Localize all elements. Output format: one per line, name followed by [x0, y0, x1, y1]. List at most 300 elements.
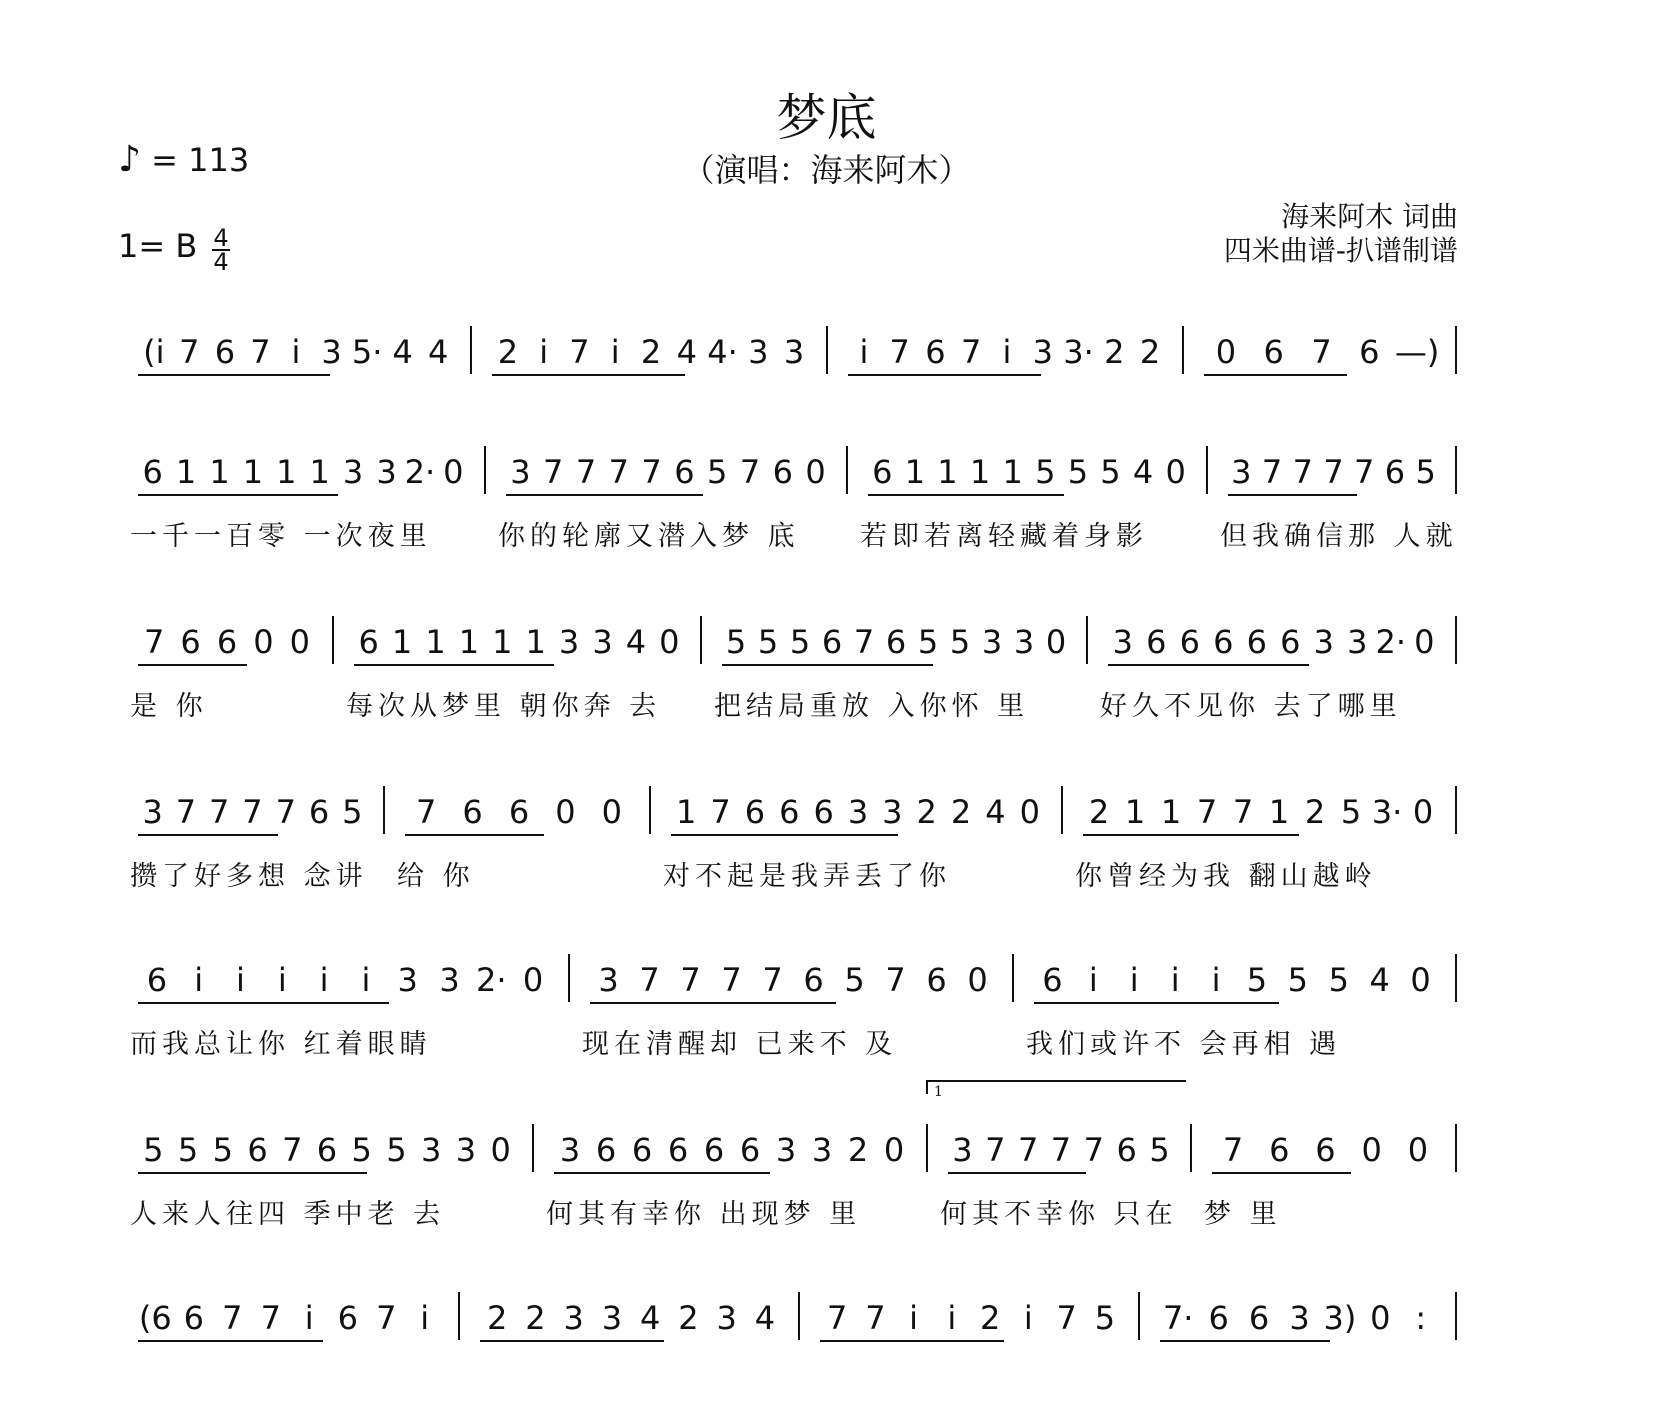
note: 3 — [748, 333, 769, 371]
note: 4 — [676, 333, 697, 371]
note: 2 — [950, 793, 972, 831]
note: i — [304, 1299, 314, 1337]
note: 6 — [667, 1131, 689, 1169]
note: 7 — [1017, 1131, 1039, 1169]
note: 0 — [490, 1131, 511, 1169]
note: 5 — [177, 1131, 199, 1169]
beam-line — [1160, 1340, 1330, 1342]
note: 3 — [397, 961, 418, 999]
lyric-text: 若即若离轻藏着身影 — [860, 521, 1148, 552]
note: 7 — [1083, 1131, 1105, 1169]
barline — [1455, 446, 1457, 494]
note: 7 — [260, 1299, 281, 1337]
beam-line — [868, 494, 1064, 496]
note: 3) — [1323, 1299, 1357, 1337]
note: 6 — [1248, 1299, 1270, 1337]
note: 6 — [508, 793, 530, 831]
beam-line — [590, 1002, 836, 1004]
note: 0 — [1412, 793, 1434, 831]
note: 1 — [937, 453, 958, 491]
barline — [332, 616, 334, 664]
note: 5 — [342, 793, 363, 831]
note: i — [1170, 961, 1180, 999]
beam-line — [848, 374, 1041, 376]
note: 7 — [961, 333, 982, 371]
note: 6 — [744, 793, 766, 831]
note: 2 — [916, 793, 937, 831]
note: i — [236, 961, 245, 999]
barline — [1455, 1124, 1457, 1172]
beam-line — [554, 1172, 770, 1174]
note: 6 — [462, 793, 483, 831]
note: 5 — [789, 623, 811, 661]
note: 3· — [1063, 333, 1094, 371]
time-signature-top: 4 — [213, 224, 229, 252]
lyric-text: 你的轮廓又潜入梦 底 — [498, 521, 800, 552]
note: 7 — [680, 961, 701, 999]
note: 6 — [358, 623, 379, 661]
note: 6 — [1042, 961, 1063, 999]
note: 7 — [853, 623, 875, 661]
note: 7 — [710, 793, 731, 831]
note: i — [539, 333, 549, 371]
note: 0 — [805, 453, 826, 491]
note: 5 — [1094, 1299, 1116, 1337]
note: 0 — [1370, 1299, 1391, 1337]
note: 2 — [1088, 793, 1110, 831]
note: i — [420, 1299, 430, 1337]
note: 1 — [525, 623, 546, 661]
note: 6 — [1146, 623, 1167, 661]
note: 7 — [739, 453, 761, 491]
note: 2· — [1375, 623, 1407, 661]
note: 6 — [739, 1131, 761, 1169]
note: 4 — [639, 1299, 661, 1337]
note: 3 — [455, 1131, 477, 1169]
note: 3 — [981, 623, 1003, 661]
barline — [1190, 1124, 1192, 1172]
tempo-marking — [118, 140, 249, 180]
note: 4 — [754, 1299, 776, 1337]
note: 5 — [1149, 1131, 1170, 1169]
lyric-text: 何其有幸你 出现梦 里 — [546, 1199, 862, 1230]
note: i — [947, 1299, 957, 1337]
lyric-text: 而我总让你 红着眼睛 — [130, 1029, 432, 1060]
note: 7 — [885, 961, 906, 999]
note: 6 — [183, 1299, 204, 1337]
lyric-text: 一千一百零 一次夜里 — [130, 521, 432, 552]
note: 6 — [595, 1131, 617, 1169]
note: 2 — [525, 1299, 546, 1337]
note: 1 — [209, 453, 230, 491]
note: 3 — [811, 1131, 833, 1169]
note: 4 — [985, 793, 1006, 831]
barline — [1138, 1292, 1140, 1340]
note: 7 — [639, 961, 660, 999]
note: 0 — [1361, 1131, 1382, 1169]
note: 6 — [885, 623, 907, 661]
note: 6 — [821, 623, 843, 661]
note: 6 — [1263, 333, 1284, 371]
note: 3 — [1013, 623, 1035, 661]
note: 0 — [1019, 793, 1040, 831]
note: 1 — [969, 453, 991, 491]
barline — [846, 446, 848, 494]
note: 3 — [882, 793, 903, 831]
note: 1 — [904, 453, 926, 491]
note: 5 — [1067, 453, 1089, 491]
note: 6 — [813, 793, 834, 831]
beam-line — [820, 1340, 1004, 1342]
note: 4 — [1132, 453, 1154, 491]
note: 7 — [569, 333, 590, 371]
note: 3 — [1347, 623, 1368, 661]
note: 4 — [392, 333, 413, 371]
note: 2· — [476, 961, 507, 999]
barline — [470, 326, 472, 374]
note: 6 — [308, 793, 330, 831]
note: —) — [1394, 333, 1440, 371]
note: 3 — [598, 961, 619, 999]
note: 4· — [707, 333, 738, 371]
note: 7 — [275, 793, 296, 831]
note: 7 — [1196, 793, 1218, 831]
barline — [458, 1292, 460, 1340]
note: 7 — [1050, 1131, 1072, 1169]
note: 0 — [1407, 1131, 1429, 1169]
note: 7 — [985, 1131, 1006, 1169]
note: 3 — [1231, 453, 1252, 491]
barline — [826, 326, 828, 374]
song-subtitle: （演唱：海来阿木） — [682, 151, 971, 189]
note: 7 — [175, 793, 197, 831]
note: 1 — [175, 453, 197, 491]
eighth-note-icon: ♪ — [118, 139, 141, 180]
note: i — [1088, 961, 1098, 999]
lyric-text: 现在清醒却 已来不 及 — [582, 1029, 898, 1060]
barline — [1455, 1292, 1457, 1340]
note: 7 — [376, 1299, 397, 1337]
key-signature: 1= B — [118, 227, 198, 265]
beam-line — [138, 664, 247, 666]
song-title: 梦底 — [776, 89, 877, 147]
note: 7 — [416, 793, 437, 831]
note: 3 — [1112, 623, 1133, 661]
note: 7 — [209, 793, 230, 831]
note: 5 — [707, 453, 728, 491]
note: 6 — [1280, 623, 1301, 661]
note: 7 — [641, 453, 662, 491]
note: 3 — [1289, 1299, 1310, 1337]
note: i — [610, 333, 620, 371]
note: 6 — [674, 453, 695, 491]
note: 6 — [214, 333, 236, 371]
note: i — [909, 1299, 919, 1337]
note: 3 — [321, 333, 342, 371]
note: 3 — [601, 1299, 623, 1337]
beam-line — [492, 374, 685, 376]
note: 0 — [883, 1131, 905, 1169]
beam-line — [1083, 834, 1299, 836]
time-signature — [212, 224, 230, 276]
lyric-text: 我们或许不 会再相 遇 — [1026, 1029, 1342, 1060]
tempo-value: = 113 — [151, 141, 250, 179]
note: 3 — [592, 623, 613, 661]
note: i — [319, 961, 329, 999]
note: 1 — [1124, 793, 1146, 831]
note: 6 — [1179, 623, 1200, 661]
note: 6 — [1359, 333, 1380, 371]
note: 5 — [212, 1131, 233, 1169]
note: 3 — [775, 1131, 797, 1169]
note: 2 — [1104, 333, 1125, 371]
note: 0 — [1045, 623, 1067, 661]
note: 0 — [522, 961, 544, 999]
barline — [383, 786, 385, 834]
note: 1 — [391, 623, 413, 661]
note: 7 — [144, 623, 165, 661]
lyric-text: 是 你 — [130, 691, 208, 722]
note: 2 — [847, 1131, 869, 1169]
note: 6 — [926, 961, 947, 999]
time-signature-bottom: 4 — [213, 248, 229, 276]
beam-line — [138, 1340, 323, 1342]
beam-line — [1204, 374, 1347, 376]
beam-line — [138, 374, 330, 376]
barline — [484, 446, 486, 494]
lyric-text: 好久不见你 去了哪里 — [1100, 691, 1402, 722]
note: 5 — [1415, 453, 1436, 491]
lyric-text: 梦 里 — [1204, 1199, 1282, 1230]
note: 6 — [779, 793, 800, 831]
note: 6 — [1213, 623, 1234, 661]
barline — [1182, 326, 1184, 374]
note: 1 — [1268, 793, 1290, 831]
note: i — [859, 333, 869, 371]
note: 7 — [242, 793, 263, 831]
lyric-text: 你曾经为我 翻山越岭 — [1075, 861, 1377, 892]
note: 0 — [555, 793, 576, 831]
note: 0 — [1414, 623, 1435, 661]
note: 5 — [725, 623, 747, 661]
barline — [1206, 446, 1208, 494]
beam-line — [506, 494, 703, 496]
note: 1 — [676, 793, 697, 831]
barline — [1455, 786, 1457, 834]
note: 1 — [425, 623, 446, 661]
beam-line — [948, 1172, 1086, 1174]
note: 2· — [404, 453, 436, 491]
note: 0 — [659, 623, 680, 661]
note: 7 — [1056, 1299, 1077, 1337]
note: 7 — [222, 1299, 243, 1337]
note: (i — [143, 333, 165, 371]
note: 3 — [952, 1131, 973, 1169]
beam-line — [1212, 1172, 1351, 1174]
lyric-text: 何其不幸你 只在 — [940, 1199, 1178, 1230]
note: 2 — [979, 1299, 1001, 1337]
note: 5 — [844, 961, 865, 999]
barline — [568, 954, 570, 1002]
note: 7 — [282, 1131, 303, 1169]
note: 6 — [337, 1299, 358, 1337]
note: i — [194, 961, 204, 999]
beam-line — [671, 834, 898, 836]
note: 5 — [1340, 793, 1362, 831]
note: 6 — [316, 1131, 338, 1169]
note: 5 — [1328, 961, 1349, 999]
note: 3 — [559, 1131, 581, 1169]
note: 5 — [351, 1131, 372, 1169]
note: 3 — [342, 453, 364, 491]
beam-line — [480, 1340, 664, 1342]
note: 1 — [276, 453, 297, 491]
note: : — [1415, 1299, 1427, 1337]
note: 0 — [289, 623, 310, 661]
lyric-text: 人来人往四 季中老 去 — [130, 1199, 446, 1230]
note: 7 — [889, 333, 910, 371]
barline — [1012, 954, 1014, 1002]
lyric-text: 给 你 — [397, 861, 475, 892]
note: 5 — [949, 623, 971, 661]
barline — [532, 1124, 534, 1172]
note: 6 — [1315, 1131, 1336, 1169]
credit-composer: 海来阿木 词曲 — [1281, 200, 1458, 233]
beam-line — [354, 664, 554, 666]
note: 2 — [640, 333, 662, 371]
beam-line — [1108, 664, 1309, 666]
note: 7 — [762, 961, 783, 999]
beam-line — [138, 494, 338, 496]
note: 3 — [1313, 623, 1334, 661]
lyric-text: 每次从梦里 朝你奔 去 — [346, 691, 662, 722]
note: 5 — [917, 623, 939, 661]
barline — [1455, 954, 1457, 1002]
note: 5 — [1035, 453, 1056, 491]
note: 7 — [721, 961, 742, 999]
note: 5 — [757, 623, 779, 661]
note: 3 — [783, 333, 805, 371]
note: 6 — [772, 453, 793, 491]
note: 1 — [492, 623, 513, 661]
note: 3 — [1032, 333, 1053, 371]
note: 4 — [1369, 961, 1390, 999]
note: 6 — [1116, 1131, 1137, 1169]
note: 7 — [179, 333, 200, 371]
note: 7 — [1354, 453, 1375, 491]
barline — [1455, 326, 1457, 374]
note: 5 — [1100, 453, 1121, 491]
note: 0 — [1165, 453, 1186, 491]
note: 5 — [386, 1131, 407, 1169]
barline — [798, 1292, 800, 1340]
note: 7 — [1323, 453, 1344, 491]
note: 1 — [458, 623, 480, 661]
note: 3 — [420, 1131, 442, 1169]
note: 7 — [865, 1299, 886, 1337]
note: 6 — [1208, 1299, 1229, 1337]
note: 4 — [428, 333, 449, 371]
note: i — [1129, 961, 1139, 999]
note: 7 — [1311, 333, 1332, 371]
note: 3 — [558, 623, 580, 661]
note: 6 — [142, 453, 163, 491]
note: 4 — [625, 623, 647, 661]
note: 6 — [1246, 623, 1267, 661]
note: 0 — [1410, 961, 1431, 999]
note: i — [291, 333, 301, 371]
note: 6 — [703, 1131, 725, 1169]
note: 7 — [608, 453, 629, 491]
note: 3 — [439, 961, 460, 999]
note: 7· — [1162, 1299, 1194, 1337]
note: 2 — [486, 1299, 508, 1337]
note: 0 — [443, 453, 464, 491]
note: 7 — [543, 453, 564, 491]
note: 0 — [967, 961, 988, 999]
note: 5· — [351, 333, 383, 371]
note: (6 — [138, 1299, 172, 1337]
note: 1 — [1160, 793, 1182, 831]
note: i — [1002, 333, 1012, 371]
note: 6 — [872, 453, 893, 491]
barline — [1086, 616, 1088, 664]
beam-line — [722, 664, 933, 666]
note: 3· — [1371, 793, 1403, 831]
volta-number: 1 — [934, 1084, 943, 1100]
note: 6 — [247, 1131, 268, 1169]
lyric-text: 但我确信那 人就 — [1220, 521, 1458, 552]
note: 6 — [146, 961, 168, 999]
note: 7 — [575, 453, 597, 491]
lyric-text: 把结局重放 入你怀 里 — [714, 691, 1030, 722]
note: 2 — [497, 333, 519, 371]
note: 6 — [803, 961, 824, 999]
note: 6 — [1269, 1131, 1290, 1169]
beam-line — [138, 1172, 367, 1174]
note: 3 — [716, 1299, 737, 1337]
note: 2 — [1139, 333, 1161, 371]
note: 5 — [143, 1131, 164, 1169]
note: 5 — [1246, 961, 1268, 999]
note: 3 — [142, 793, 163, 831]
note: 6 — [631, 1131, 653, 1169]
note: 7 — [1292, 453, 1313, 491]
beam-line — [138, 1002, 389, 1004]
note: 0 — [253, 623, 274, 661]
note: 1 — [309, 453, 330, 491]
note: 3 — [510, 453, 531, 491]
lyric-text: 攒了好多想 念讲 — [130, 861, 368, 892]
note: 6 — [1384, 453, 1406, 491]
lyric-text: 对不起是我弄丢了你 — [663, 861, 951, 892]
barline — [926, 1124, 928, 1172]
note: i — [361, 961, 371, 999]
note: 7 — [1222, 1131, 1244, 1169]
note: i — [277, 961, 287, 999]
note: 0 — [1215, 333, 1237, 371]
beam-line — [138, 834, 278, 836]
note: 7 — [1232, 793, 1254, 831]
note: 6 — [925, 333, 946, 371]
note: 3 — [563, 1299, 584, 1337]
barline — [700, 616, 702, 664]
note: 7 — [1261, 453, 1283, 491]
credit-transcriber: 四米曲谱-扒谱制谱 — [1223, 234, 1458, 267]
volta-bracket — [926, 1080, 1186, 1100]
barline — [1455, 616, 1457, 664]
note: 7 — [826, 1299, 848, 1337]
